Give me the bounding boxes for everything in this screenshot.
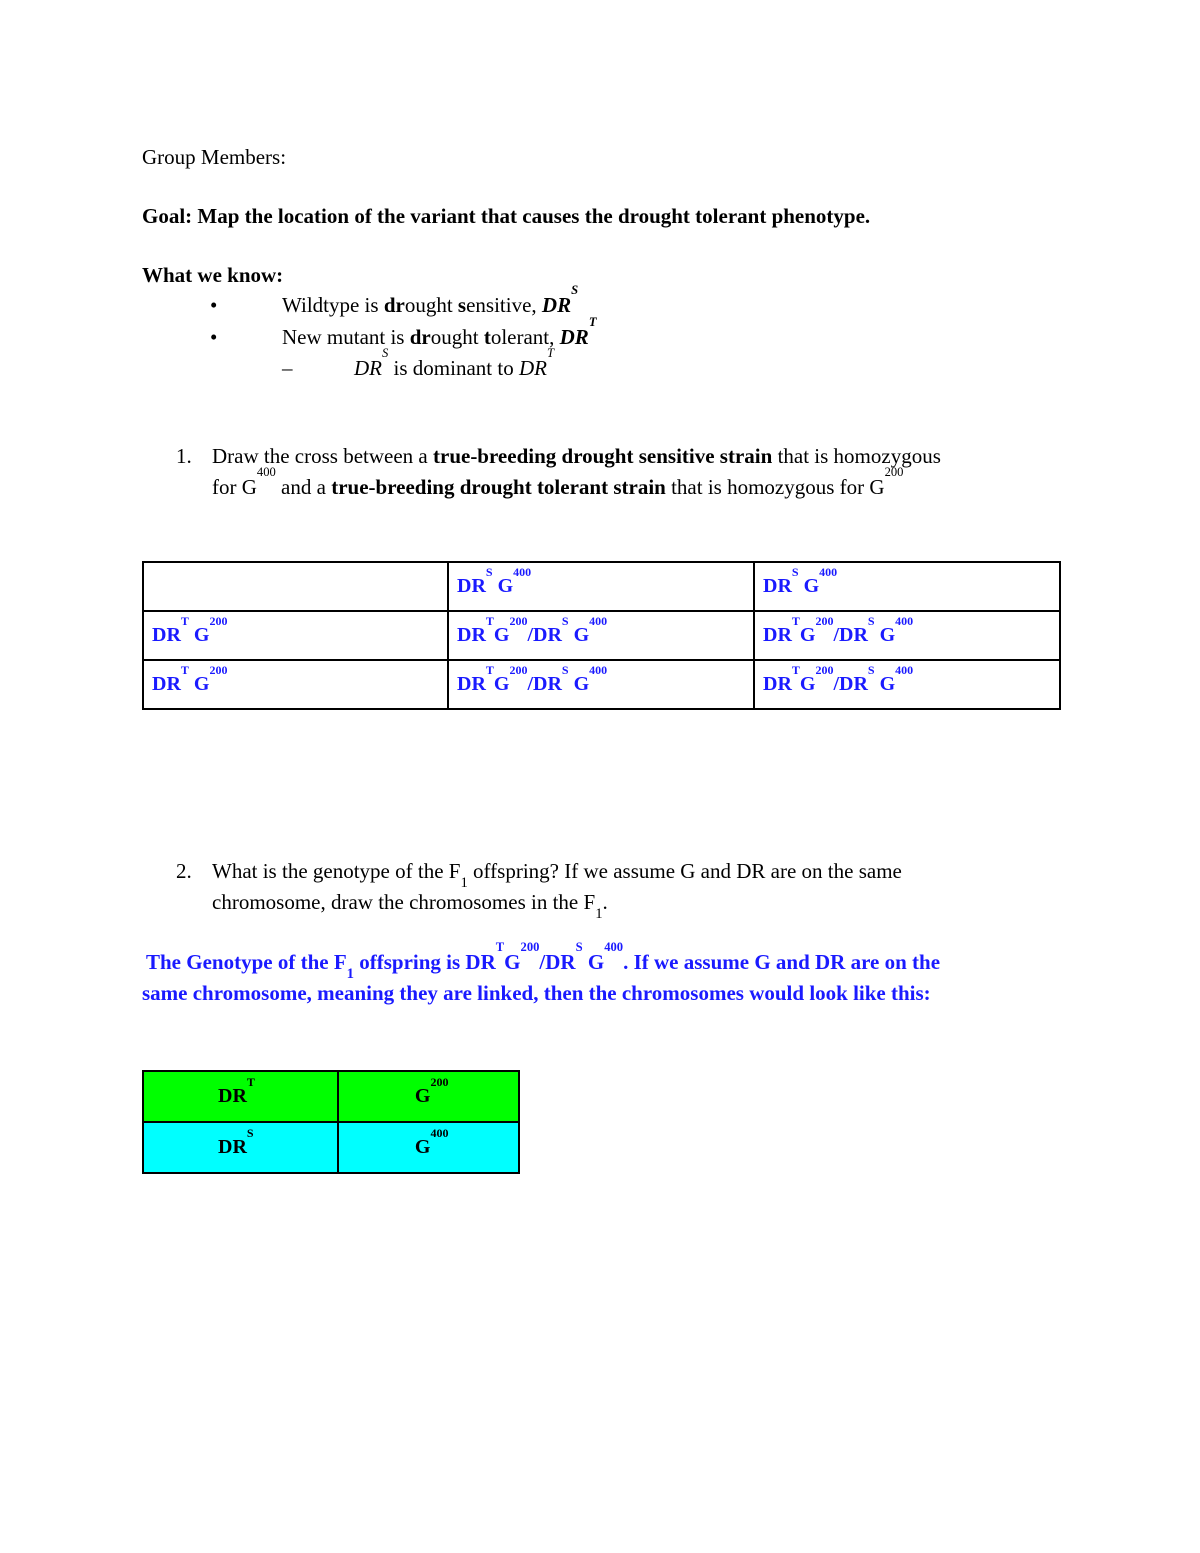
punnett-square (142, 561, 1061, 710)
dash: – (282, 356, 293, 380)
bullet-2: • (210, 325, 218, 349)
question-1-number: 1. (176, 444, 192, 468)
genotype-cell: $DR^TG^{200}/DR^S$ $G^{400}$ (754, 660, 1060, 709)
gamete-header-1: $DR^S$ $G^{400}$ (448, 562, 754, 611)
question-1-line-1: Draw the cross between a true-breeding drought sensitive strain that is homozygous (212, 444, 941, 468)
genotype-cell: $DR^TG^{200}/DR^S$ $G^{400}$ (754, 611, 1060, 660)
genotype-cell: $DR^TG^{200}/DR^S$ $G^{400}$ (448, 660, 754, 709)
genotype-cell: $DR^TG^{200}/DR^S$ $G^{400}$ (448, 611, 754, 660)
table-row (143, 611, 1060, 660)
question-2-number: 2. (176, 859, 192, 883)
answer-line-2: same chromosome, meaning they are linked, then the chromosomes would look like this: (142, 981, 931, 1005)
question-2-line-1: What is the genotype of the F1 offspring? If we assume G and DR are on the same (212, 859, 902, 891)
fact-mutant: New mutant is drought tolerant, $DR^T$ (282, 315, 597, 349)
gamete-row-header-2: $DR^T$ $G^{200}$ (143, 660, 448, 709)
corner-cell (143, 562, 448, 611)
what-we-know-heading: What we know: (142, 263, 284, 287)
table-row (143, 660, 1060, 709)
chromosome-top-g: $G^{200}$ (338, 1071, 519, 1122)
answer-line-1: The Genotype of the F1 offspring is $DR^TG^{200}/DR^S$ $G^{400}$. If we assume G and DR are on the (146, 940, 941, 982)
chromosome-top-dr: $DR^T$ (143, 1071, 338, 1122)
chromosome-bottom-dr: $DR^S$ (143, 1122, 338, 1173)
chromosome-bottom-g: $G^{400}$ (338, 1122, 519, 1173)
fact-wildtype: Wildtype is drought sensitive, $DR^S$ (282, 283, 579, 317)
gamete-header-2: $DR^S$ $G^{400}$ (754, 562, 1060, 611)
table-row (143, 562, 1060, 611)
chromosome-diagram (142, 1070, 520, 1174)
goal-text: Goal: Map the location of the variant that causes the drought tolerant phenotype. (142, 204, 871, 228)
group-members-label: Group Members: (142, 145, 287, 169)
fact-dominance: $DR^S$ is dominant to $DR^T$ (354, 346, 554, 380)
question-1-line-2: for $G^{400}$ and a true-breeding drought tolerant strain that is homozygous for $G^{200}$ (212, 465, 904, 499)
gamete-row-header-1: $DR^T$ $G^{200}$ (143, 611, 448, 660)
bullet-1: • (210, 293, 218, 317)
question-2-line-2: chromosome, draw the chromosomes in the F1. (212, 890, 608, 922)
chromosome-top (143, 1071, 519, 1122)
chromosome-bottom (143, 1122, 519, 1173)
